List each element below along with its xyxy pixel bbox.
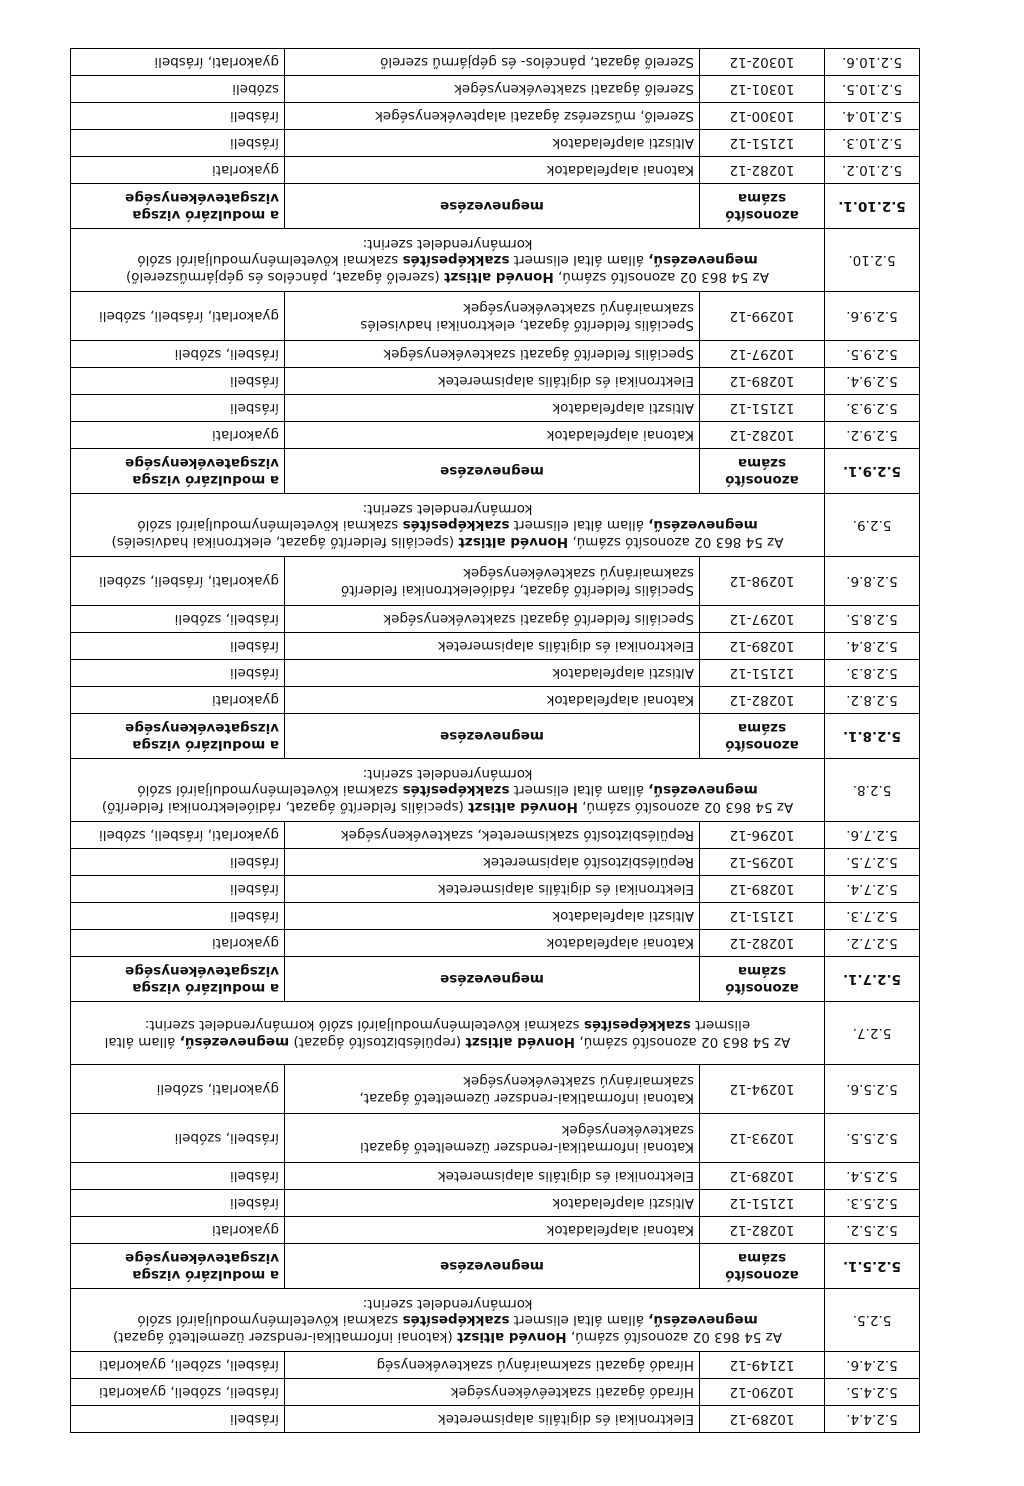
row-id: 5.2.4.4. [825,1406,920,1433]
exam-type: írásbeli [71,1163,285,1190]
row-id: 5.2.9.6. [825,292,920,341]
row-id: 5.2.4.6. [825,1352,920,1379]
exam-type: írásbeli, szóbeli [71,1114,285,1163]
section-title-part: szakmai követelménymoduljairól szóló kormányrendelet szerint: [137,500,533,534]
header-code: azonosító száma [700,714,825,759]
section-title-part: Honvéd altiszt [458,534,569,551]
exam-type: gyakorlati [71,157,285,184]
module-code: 10282-12 [700,1217,825,1244]
exam-type: írásbeli [71,368,285,395]
exam-type: írásbeli [71,633,285,660]
exam-type: írásbeli [71,660,285,687]
table-row [71,822,920,849]
section-title-part: Az 54 863 02 azonosító számú, [566,1329,783,1346]
section-title-part: megnevezésű, [648,252,758,269]
exam-type: gyakorlati [71,422,285,449]
exam-type: írásbeli [71,103,285,130]
row-id: 5.2.7.4. [825,876,920,903]
header-name: megnevezése [285,449,700,494]
row-id: 5.2.5.4. [825,1163,920,1190]
row-id: 5.2.10.2. [825,157,920,184]
row-id: 5.2.8.5. [825,606,920,633]
table-row [71,1217,920,1244]
section-title-part: szakképesítés [402,1312,510,1329]
module-code: 10289-12 [700,368,825,395]
header-name: megnevezése [285,957,700,1002]
header-exam: a modulzáró vizsga vizsgatevékenysége [71,184,285,229]
table-header-row [71,714,920,759]
exam-type: írásbeli [71,1406,285,1433]
exam-type: gyakorlati, írásbeli, szóbeli [71,822,285,849]
module-name: Speciális felderítő ágazat, elektronikai hadviselés szakmairányú szaktevékenységek [285,292,700,341]
row-id: 5.2.5.3. [825,1190,920,1217]
module-name: Altiszti alapfeladatok [285,1190,700,1217]
table-row [71,903,920,930]
section-title-row [71,494,920,557]
row-id: 5.2.7.6. [825,822,920,849]
row-id: 5.2.5.2. [825,1217,920,1244]
table-row [71,557,920,606]
table-row [71,660,920,687]
section-title-row [71,229,920,292]
module-name: Katonai alapfeladatok [285,687,700,714]
row-id: 5.2.7.2. [825,930,920,957]
header-exam: a modulzáró vizsga vizsgatevékenysége [71,957,285,1002]
exam-type: gyakorlati [71,687,285,714]
row-id: 5.2.7. [825,1002,920,1065]
table-row [71,1114,920,1163]
header-exam: a modulzáró vizsga vizsgatevékenysége [71,714,285,759]
section-title-part: állam által elismert [509,1312,649,1329]
module-name: Repülésbiztosító szakismeretek, szaktevékenységek [285,822,700,849]
section-title-part: Az 54 863 02 azonosító számú, [553,269,770,286]
section-title [71,759,825,822]
module-code: 10289-12 [700,1163,825,1190]
section-title-part: Honvéd altiszt [468,799,578,816]
table-row [71,606,920,633]
section-title-part: szakképesítés [402,782,510,799]
header-code: azonosító száma [700,184,825,229]
table-row [71,292,920,341]
exam-type: írásbeli [71,903,285,930]
module-code: 12151-12 [700,660,825,687]
table-row [71,1379,920,1406]
module-code: 10289-12 [700,1406,825,1433]
module-name: Katonai alapfeladatok [285,157,700,184]
row-id: 5.2.7.3. [825,903,920,930]
exam-type: írásbeli, szóbeli [71,341,285,368]
header-code: azonosító száma [700,957,825,1002]
section-title-part: Honvéd altiszt [444,269,554,286]
section-title-part: (repülésbiztosító ágazat) [289,1033,466,1050]
table-header-row [71,184,920,229]
module-name: Katonai alapfeladatok [285,422,700,449]
section-title-part: szakmai követelménymoduljairól szóló kormányrendelet szerint: [137,1295,533,1329]
section-title-part: (speciális felderítő ágazat, rádióelektronikai felderítő) [101,799,469,816]
section-title-part: Az 54 863 02 azonosító számú, [577,799,794,816]
row-id: 5.2.10.6. [825,49,920,76]
table-row [71,876,920,903]
section-title-part: megnevezésű, [648,782,758,799]
table-row [71,368,920,395]
section-title-row [71,1289,920,1352]
row-id: 5.2.9.4. [825,368,920,395]
section-title-part: állam által elismert [509,782,649,799]
module-code: 10293-12 [700,1114,825,1163]
row-id: 5.2.5.5. [825,1114,920,1163]
row-id: 5.2.10.4. [825,103,920,130]
module-name: Híradó ágazati szakteévékenységek [285,1379,700,1406]
module-name: Altiszti alapfeladatok [285,130,700,157]
section-title-part: állam által elismert [509,517,649,534]
row-id: 5.2.8.4. [825,633,920,660]
module-name: Elektronikai és digitális alapismeretek [285,1163,700,1190]
table-row [71,1406,920,1433]
table-row [71,849,920,876]
section-title [71,1002,825,1065]
row-id: 5.2.8.2. [825,687,920,714]
module-code: 10290-12 [700,1379,825,1406]
section-title-part: szakmai követelménymoduljairól szóló kormányrendelet szerint: [137,235,533,269]
exam-type: gyakorlati, szóbeli [71,1065,285,1114]
section-title-part: Honvéd altiszt [465,1033,576,1050]
header-name: megnevezése [285,184,700,229]
row-id: 5.2.10.5. [825,76,920,103]
module-name: Szerelő ágazati szaktevékenységek [285,76,700,103]
table-row [71,130,920,157]
section-title-part: (speciális felderítő ágazat, elektronikai hadviselés) [111,534,459,551]
module-code: 10302-12 [700,49,825,76]
module-name: Katonai alapfeladatok [285,930,700,957]
section-title-row [71,1002,920,1065]
section-title-part: (szerelő ágazat, páncélos és gépjárműszerelő) [125,269,445,286]
module-name: Katonai informatikai-rendszer üzemeltető ágazati szaktevékenységek [285,1114,700,1163]
exam-type: írásbeli, szóbeli, gyakorlati [71,1379,285,1406]
table-row [71,1352,920,1379]
module-code: 10282-12 [700,422,825,449]
exam-type: írásbeli [71,849,285,876]
section-title-part: szakképesítés [402,252,510,269]
table-row [71,103,920,130]
header-name: megnevezése [285,1244,700,1289]
row-id: 5.2.8.6. [825,557,920,606]
exam-type: írásbeli, szóbeli, gyakorlati [71,1352,285,1379]
table-row [71,395,920,422]
exam-type: gyakorlati [71,930,285,957]
module-name: Altiszti alapfeladatok [285,660,700,687]
section-title [71,229,825,292]
module-code: 10289-12 [700,633,825,660]
module-name: Elektronikai és digitális alapismeretek [285,876,700,903]
exam-type: gyakorlati, írásbeli, szóbeli [71,292,285,341]
section-title-part: állam által elismert [104,1017,751,1050]
row-id: 5.2.4.5. [825,1379,920,1406]
module-code: 10296-12 [700,822,825,849]
module-name: Katonai informatikai-rendszer üzemeltető ágazat, szakmairányú szaktevékenységek [285,1065,700,1114]
module-code: 12151-12 [700,395,825,422]
section-title-part: szakmai követelménymoduljairól szóló kormányrendelet szerint: [137,765,533,799]
section-title-row [71,759,920,822]
row-id: 5.2.8.3. [825,660,920,687]
module-name: Speciális felderítő ágazati szaktevékenységek [285,341,700,368]
exam-type: írásbeli [71,395,285,422]
module-name: Elektronikai és digitális alapismeretek [285,368,700,395]
row-id: 5.2.7.5. [825,849,920,876]
exam-type: gyakorlati, írásbeli [71,49,285,76]
table-header-row [71,957,920,1002]
section-title-part: szakmai követelménymoduljairól szóló kormányrendelet szerint: [144,1017,584,1033]
module-name: Szerelő ágazat, páncélos- és gépjármű szerelő [285,49,700,76]
section-title-part: Az 54 863 02 azonosító számú, [575,1033,791,1050]
table-header-row [71,449,920,494]
header-code: azonosító száma [700,1244,825,1289]
row-id: 5.2.9.2. [825,422,920,449]
row-id: 5.2.8.1. [825,714,920,759]
module-code: 10282-12 [700,930,825,957]
section-title-part: megnevezésű, [648,1312,758,1329]
section-title-part: (katonai informatikai-rendszer üzemeltető ágazat) [112,1329,457,1346]
table-row [71,633,920,660]
table-row [71,1190,920,1217]
module-requirements-table [70,48,920,1433]
row-id: 5.2.9.5. [825,341,920,368]
section-title-part: Az 54 863 02 azonosító számú, [568,534,784,551]
row-id: 5.2.5. [825,1289,920,1352]
section-title [71,1289,825,1352]
header-name: megnevezése [285,714,700,759]
row-id: 5.2.5.6. [825,1065,920,1114]
exam-type: szóbeli [71,76,285,103]
row-id: 5.2.7.1. [825,957,920,1002]
exam-type: írásbeli [71,130,285,157]
table-row [71,930,920,957]
header-exam: a modulzáró vizsga vizsgatevékenysége [71,1244,285,1289]
module-code: 12151-12 [700,130,825,157]
row-id: 5.2.9.3. [825,395,920,422]
row-id: 5.2.8. [825,759,920,822]
module-name: Speciális felderítő ágazat, rádióelektronikai felderítő szakmairányú szaktevékenységek [285,557,700,606]
module-name: Katonai alapfeladatok [285,1217,700,1244]
header-code: azonosító száma [700,449,825,494]
module-code: 10282-12 [700,687,825,714]
module-code: 10300-12 [700,103,825,130]
module-name: Szerelő, műszerész ágazati alaptevékenységek [285,103,700,130]
module-code: 10301-12 [700,76,825,103]
exam-type: gyakorlati, írásbeli, szóbeli [71,557,285,606]
module-code: 10299-12 [700,292,825,341]
exam-type: írásbeli [71,876,285,903]
section-title-part: szakképesítés [583,1017,691,1033]
module-code: 10297-12 [700,606,825,633]
module-name: Elektronikai és digitális alapismeretek [285,1406,700,1433]
module-code: 10298-12 [700,557,825,606]
exam-type: írásbeli, szóbeli [71,606,285,633]
row-id: 5.2.10.1. [825,184,920,229]
row-id: 5.2.10.3. [825,130,920,157]
section-title-part: állam által elismert [509,252,649,269]
section-title-part: szakképesítés [402,517,510,534]
module-name: Híradó ágazati szakmairányú szaktevékenység [285,1352,700,1379]
table-row [71,157,920,184]
module-name: Repülésbiztosító alapismeretek [285,849,700,876]
row-id: 5.2.9.1. [825,449,920,494]
module-code: 12149-12 [700,1352,825,1379]
table-row [71,1163,920,1190]
module-name: Speciális felderítő ágazati szaktevékenységek [285,606,700,633]
table-header-row [71,1244,920,1289]
table-row [71,1065,920,1114]
module-code: 12151-12 [700,903,825,930]
module-code: 10282-12 [700,157,825,184]
section-title [71,494,825,557]
table-row [71,49,920,76]
exam-type: gyakorlati [71,1217,285,1244]
row-id: 5.2.9. [825,494,920,557]
module-name: Altiszti alapfeladatok [285,395,700,422]
table-row [71,422,920,449]
row-id: 5.2.10. [825,229,920,292]
row-id: 5.2.5.1. [825,1244,920,1289]
module-name: Elektronikai és digitális alapismeretek [285,633,700,660]
section-title-part: megnevezésű, [648,517,758,534]
section-title-part: Honvéd altiszt [456,1329,567,1346]
module-code: 10294-12 [700,1065,825,1114]
module-name: Altiszti alapfeladatok [285,903,700,930]
table-row [71,341,920,368]
module-code: 10289-12 [700,876,825,903]
section-title-part: megnevezésű, [179,1033,290,1050]
module-code: 10295-12 [700,849,825,876]
table-row [71,687,920,714]
exam-type: írásbeli [71,1190,285,1217]
table-row [71,76,920,103]
module-code: 10297-12 [700,341,825,368]
header-exam: a modulzáró vizsga vizsgatevékenysége [71,449,285,494]
module-code: 12151-12 [700,1190,825,1217]
